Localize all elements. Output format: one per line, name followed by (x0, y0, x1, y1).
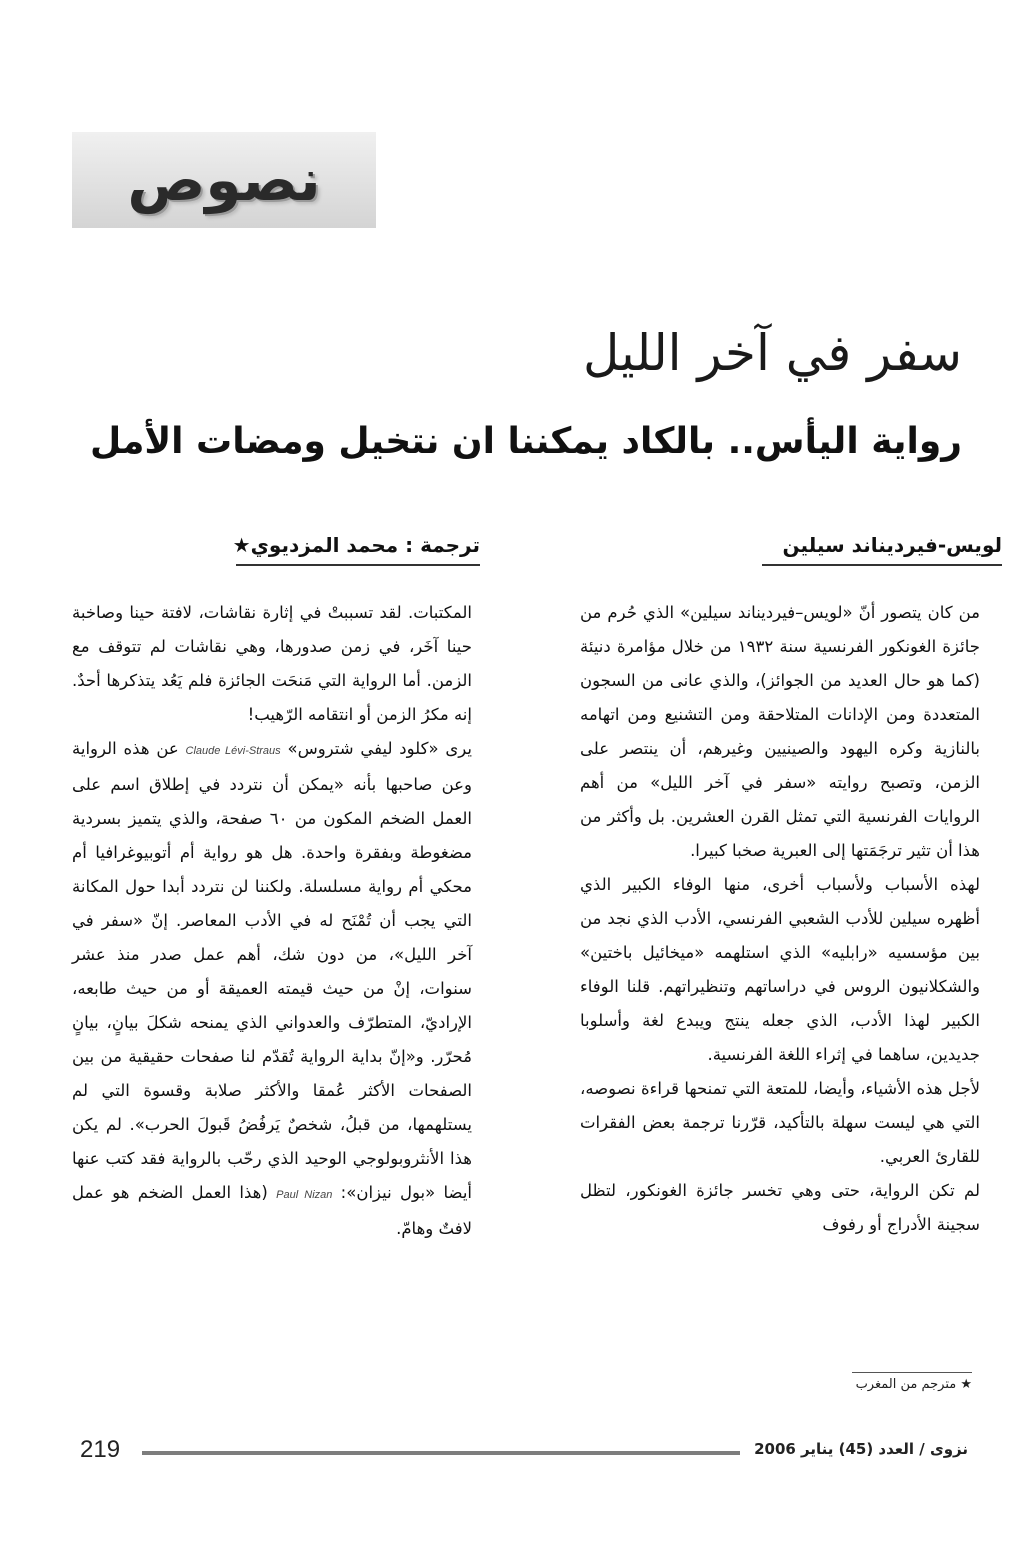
paragraph: لهذه الأسباب ولأسباب أخرى، منها الوفاء الكبير الذي أظهره سيلين للأدب الشعبي الفرنسي، الأدب الذي نجد من بين مؤسسيه «رابليه» الذي استلهمه «ميخائيل باختين» والشكلانيون الروس في دراساتهم وتنظيراتهم. قلنا الوفاء الكبير لهذا الأدب، الذي جعله ينتج ويبدع لغة وأسلوبا جديدين، ساهما في إثراء اللغة الفرنسية. (580, 875, 980, 1064)
footnote-divider (852, 1372, 972, 1373)
translator-byline: ترجمة : محمد المزديوي★ (236, 528, 480, 566)
paragraph: لم تكن الرواية، حتى وهي تخسر جائزة الغونكور، لتظل سجينة الأدراج أو رفوف (580, 1181, 980, 1234)
paragraph: لأجل هذه الأشياء، وأيضا، للمتعة التي تمنحها قراءة نصوصه، التي هي ليست سهلة بالتأكيد، قرّرنا ترجمة بعض الفقرات للقارئ العربي. (580, 1079, 980, 1166)
page-number: 219 (80, 1436, 121, 1463)
article-title: سفر في آخر الليل (582, 324, 962, 382)
footnote: ★ مترجم من المغرب (855, 1377, 972, 1392)
paragraph (72, 732, 472, 1246)
section-label: نصوص (127, 146, 321, 214)
paragraph: المكتبات. لقد تسببتْ في إثارة نقاشات، لافتة حينا وصاخبة حينا آخَر، في زمن صدورها، وهي نقاشات لم تتوقف مع الزمن. أما الرواية التي مَنحَت الجائزة فلم يَعُد يتذكرها أحدٌ. إنه مكرُ الزمن أو انتقامه الرّهيب! (72, 603, 472, 724)
paragraph-text: يرى «كلود ليفي شتروس» (287, 739, 472, 758)
section-banner (72, 132, 376, 228)
latin-name: Paul Nizan (276, 1189, 333, 1201)
paragraph: من كان يتصور أنّ «لويس–فيرديناند سيلين» الذي حُرم من جائزة الغونكور الفرنسية سنة ١٩٣٢ من خلال مؤامرة دنيئة (كما هو حال العديد من الجوائز)، والذي عانى من السجون المتعددة ومن الإدانات المتلاحقة ومن التشنيع ومن اتهامه بالنازية وكره اليهود والصينيين وغيرهم، أن ينتصر على الزمن، وتصبح روايته «سفر في آخر الليل» من أهم الروايات الفرنسية التي تمثل القرن العشرين. بل وأكثر من هذا أن تثير ترجَمَتها إلى العبرية صخبا كبيرا. (580, 603, 980, 860)
article-subtitle: رواية اليأس.. بالكاد يمكننا ان نتخيل ومضات الأمل (89, 421, 962, 462)
paragraph-text: عن هذه الرواية وعن صاحبها بأنه «يمكن أن نتردد في إطلاق اسم على العمل الضخم المكون من ٦٠ صفحة، والذي يتميز بسردية مضغوطة وبفقرة واحدة. هل هو رواية أم أتوبيوغرافيا أم محكي أم رواية مسلسلة. ولكننا لن نتردد أبدا حول المكانة التي يجب أن تُمْنَح له في الأدب المعاصر. إنّ «سفر في آخر الليل»، من دون شك، أهم عمل صدر منذ عشر سنوات، إنْ من حيث قيمته العميقة أو من حيث طابعه، الإراديّ، المتطرّف والعدواني الذي يمنحه شكلَ بيانٍ، بيانٍ مُحرّر. و«إنّ بداية الرواية تُقدّم لنا صفحات حقيقية من بين الصفحات الأكثر عُمقا والأكثر صلابة وقسوة التي لم يستلهمها، من قبلُ، شخصٌ يَرفُضُ قَبولَ الحرب». لم يكن هذا الأنثروبولوجي الوحيد الذي رحّب بالرواية فقد كتب عنها أيضا «بول نيزان»: (72, 739, 472, 1202)
text-column-left (72, 596, 472, 1246)
footer-divider (142, 1451, 740, 1455)
latin-name: Claude Lévi-Straus (185, 745, 281, 757)
author-byline: لويس-فيرديناند سيلين (762, 528, 1002, 566)
text-column-right (580, 596, 980, 1242)
paragraph-text: (هذا العمل الضخم هو عمل لافتٌ وهامّ. (72, 1183, 472, 1238)
issue-label: نزوى / العدد (45) يناير 2006 (754, 1440, 968, 1458)
